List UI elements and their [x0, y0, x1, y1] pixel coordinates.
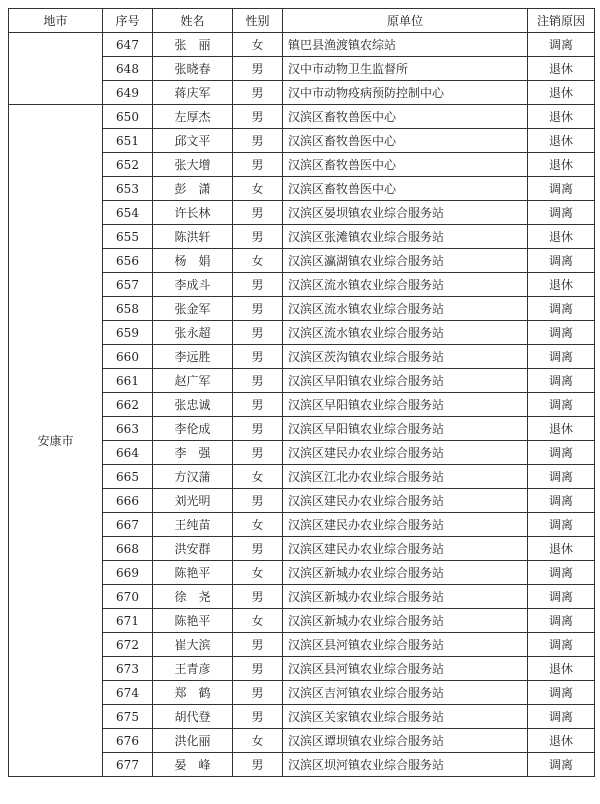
sex-cell: 男	[233, 321, 283, 345]
header-city: 地市	[9, 9, 103, 33]
name-cell: 徐 尧	[153, 585, 233, 609]
name-cell: 胡代登	[153, 705, 233, 729]
unit-cell: 汉滨区茨沟镇农业综合服务站	[283, 345, 528, 369]
number-cell: 659	[103, 321, 153, 345]
unit-cell: 汉滨区晏坝镇农业综合服务站	[283, 201, 528, 225]
sex-cell: 女	[233, 465, 283, 489]
name-cell: 陈艳平	[153, 561, 233, 585]
number-cell: 648	[103, 57, 153, 81]
name-cell: 邱文平	[153, 129, 233, 153]
unit-cell: 汉滨区县河镇农业综合服务站	[283, 657, 528, 681]
sex-cell: 男	[233, 681, 283, 705]
header-name: 姓名	[153, 9, 233, 33]
reason-cell: 退休	[528, 129, 595, 153]
name-cell: 张 丽	[153, 33, 233, 57]
unit-cell: 汉中市动物卫生监督所	[283, 57, 528, 81]
number-cell: 647	[103, 33, 153, 57]
sex-cell: 男	[233, 273, 283, 297]
unit-cell: 汉滨区关家镇农业综合服务站	[283, 705, 528, 729]
reason-cell: 退休	[528, 729, 595, 753]
name-cell: 李 强	[153, 441, 233, 465]
name-cell: 李远胜	[153, 345, 233, 369]
reason-cell: 调离	[528, 33, 595, 57]
name-cell: 晏 峰	[153, 753, 233, 777]
table-row	[9, 105, 595, 129]
personnel-table	[8, 8, 595, 777]
unit-cell: 汉滨区张滩镇农业综合服务站	[283, 225, 528, 249]
number-cell: 665	[103, 465, 153, 489]
reason-cell: 调离	[528, 369, 595, 393]
name-cell: 赵广军	[153, 369, 233, 393]
number-cell: 658	[103, 297, 153, 321]
unit-cell: 汉滨区坝河镇农业综合服务站	[283, 753, 528, 777]
reason-cell: 退休	[528, 153, 595, 177]
unit-cell: 汉滨区江北办农业综合服务站	[283, 465, 528, 489]
number-cell: 664	[103, 441, 153, 465]
number-cell: 662	[103, 393, 153, 417]
number-cell: 663	[103, 417, 153, 441]
name-cell: 蒋庆军	[153, 81, 233, 105]
unit-cell: 汉滨区新城办农业综合服务站	[283, 585, 528, 609]
unit-cell: 汉滨区早阳镇农业综合服务站	[283, 393, 528, 417]
sex-cell: 男	[233, 297, 283, 321]
number-cell: 649	[103, 81, 153, 105]
number-cell: 657	[103, 273, 153, 297]
header-unit: 原单位	[283, 9, 528, 33]
document-page	[8, 8, 594, 777]
city-cell	[9, 33, 103, 105]
sex-cell: 男	[233, 657, 283, 681]
sex-cell: 男	[233, 105, 283, 129]
unit-cell: 汉滨区畜牧兽医中心	[283, 129, 528, 153]
unit-cell: 汉滨区流水镇农业综合服务站	[283, 321, 528, 345]
name-cell: 李伦成	[153, 417, 233, 441]
sex-cell: 女	[233, 561, 283, 585]
number-cell: 660	[103, 345, 153, 369]
sex-cell: 男	[233, 369, 283, 393]
reason-cell: 退休	[528, 537, 595, 561]
name-cell: 左厚杰	[153, 105, 233, 129]
reason-cell: 调离	[528, 633, 595, 657]
sex-cell: 男	[233, 537, 283, 561]
number-cell: 669	[103, 561, 153, 585]
reason-cell: 调离	[528, 585, 595, 609]
number-cell: 650	[103, 105, 153, 129]
reason-cell: 调离	[528, 201, 595, 225]
number-cell: 668	[103, 537, 153, 561]
name-cell: 王青彦	[153, 657, 233, 681]
reason-cell: 调离	[528, 753, 595, 777]
name-cell: 方汉蒲	[153, 465, 233, 489]
number-cell: 673	[103, 657, 153, 681]
reason-cell: 调离	[528, 177, 595, 201]
name-cell: 李成斗	[153, 273, 233, 297]
number-cell: 675	[103, 705, 153, 729]
unit-cell: 汉滨区建民办农业综合服务站	[283, 441, 528, 465]
reason-cell: 退休	[528, 225, 595, 249]
unit-cell: 汉滨区流水镇农业综合服务站	[283, 297, 528, 321]
sex-cell: 男	[233, 81, 283, 105]
name-cell: 陈艳平	[153, 609, 233, 633]
unit-cell: 汉滨区早阳镇农业综合服务站	[283, 417, 528, 441]
reason-cell: 退休	[528, 273, 595, 297]
sex-cell: 女	[233, 729, 283, 753]
number-cell: 674	[103, 681, 153, 705]
number-cell: 661	[103, 369, 153, 393]
name-cell: 彭 潇	[153, 177, 233, 201]
unit-cell: 镇巴县渔渡镇农综站	[283, 33, 528, 57]
name-cell: 杨 娟	[153, 249, 233, 273]
unit-cell: 汉滨区县河镇农业综合服务站	[283, 633, 528, 657]
number-cell: 655	[103, 225, 153, 249]
sex-cell: 男	[233, 225, 283, 249]
unit-cell: 汉中市动物疫病预防控制中心	[283, 81, 528, 105]
reason-cell: 退休	[528, 81, 595, 105]
unit-cell: 汉滨区建民办农业综合服务站	[283, 489, 528, 513]
number-cell: 652	[103, 153, 153, 177]
name-cell: 张大增	[153, 153, 233, 177]
unit-cell: 汉滨区畜牧兽医中心	[283, 177, 528, 201]
header-reason: 注销原因	[528, 9, 595, 33]
reason-cell: 退休	[528, 105, 595, 129]
reason-cell: 调离	[528, 513, 595, 537]
reason-cell: 调离	[528, 345, 595, 369]
name-cell: 崔大滨	[153, 633, 233, 657]
sex-cell: 女	[233, 177, 283, 201]
table-header-row	[9, 9, 595, 33]
table-row	[9, 33, 595, 57]
number-cell: 666	[103, 489, 153, 513]
sex-cell: 男	[233, 345, 283, 369]
name-cell: 郑 鹤	[153, 681, 233, 705]
name-cell: 张金军	[153, 297, 233, 321]
number-cell: 671	[103, 609, 153, 633]
reason-cell: 调离	[528, 393, 595, 417]
unit-cell: 汉滨区新城办农业综合服务站	[283, 561, 528, 585]
header-number: 序号	[103, 9, 153, 33]
name-cell: 张永超	[153, 321, 233, 345]
sex-cell: 男	[233, 441, 283, 465]
number-cell: 653	[103, 177, 153, 201]
sex-cell: 男	[233, 633, 283, 657]
name-cell: 张晓春	[153, 57, 233, 81]
number-cell: 676	[103, 729, 153, 753]
reason-cell: 调离	[528, 609, 595, 633]
number-cell: 672	[103, 633, 153, 657]
sex-cell: 男	[233, 417, 283, 441]
name-cell: 许长林	[153, 201, 233, 225]
name-cell: 洪安群	[153, 537, 233, 561]
sex-cell: 女	[233, 609, 283, 633]
unit-cell: 汉滨区建民办农业综合服务站	[283, 537, 528, 561]
unit-cell: 汉滨区早阳镇农业综合服务站	[283, 369, 528, 393]
reason-cell: 退休	[528, 657, 595, 681]
unit-cell: 汉滨区畜牧兽医中心	[283, 153, 528, 177]
reason-cell: 调离	[528, 297, 595, 321]
reason-cell: 调离	[528, 561, 595, 585]
number-cell: 677	[103, 753, 153, 777]
reason-cell: 调离	[528, 681, 595, 705]
sex-cell: 男	[233, 705, 283, 729]
unit-cell: 汉滨区新城办农业综合服务站	[283, 609, 528, 633]
reason-cell: 退休	[528, 417, 595, 441]
sex-cell: 男	[233, 129, 283, 153]
number-cell: 670	[103, 585, 153, 609]
header-sex: 性别	[233, 9, 283, 33]
unit-cell: 汉滨区流水镇农业综合服务站	[283, 273, 528, 297]
number-cell: 667	[103, 513, 153, 537]
sex-cell: 男	[233, 153, 283, 177]
reason-cell: 调离	[528, 465, 595, 489]
sex-cell: 男	[233, 489, 283, 513]
name-cell: 张忠诚	[153, 393, 233, 417]
unit-cell: 汉滨区吉河镇农业综合服务站	[283, 681, 528, 705]
unit-cell: 汉滨区谭坝镇农业综合服务站	[283, 729, 528, 753]
unit-cell: 汉滨区畜牧兽医中心	[283, 105, 528, 129]
unit-cell: 汉滨区建民办农业综合服务站	[283, 513, 528, 537]
reason-cell: 调离	[528, 249, 595, 273]
number-cell: 651	[103, 129, 153, 153]
table-body	[9, 33, 595, 777]
sex-cell: 男	[233, 201, 283, 225]
name-cell: 王纯苗	[153, 513, 233, 537]
name-cell: 洪化丽	[153, 729, 233, 753]
city-cell: 安康市	[9, 105, 103, 777]
name-cell: 陈洪轩	[153, 225, 233, 249]
reason-cell: 调离	[528, 705, 595, 729]
number-cell: 656	[103, 249, 153, 273]
reason-cell: 调离	[528, 321, 595, 345]
sex-cell: 男	[233, 585, 283, 609]
unit-cell: 汉滨区瀛湖镇农业综合服务站	[283, 249, 528, 273]
sex-cell: 男	[233, 393, 283, 417]
reason-cell: 调离	[528, 489, 595, 513]
reason-cell: 调离	[528, 441, 595, 465]
number-cell: 654	[103, 201, 153, 225]
sex-cell: 男	[233, 57, 283, 81]
sex-cell: 女	[233, 513, 283, 537]
sex-cell: 女	[233, 33, 283, 57]
reason-cell: 退休	[528, 57, 595, 81]
sex-cell: 男	[233, 753, 283, 777]
sex-cell: 女	[233, 249, 283, 273]
name-cell: 刘光明	[153, 489, 233, 513]
